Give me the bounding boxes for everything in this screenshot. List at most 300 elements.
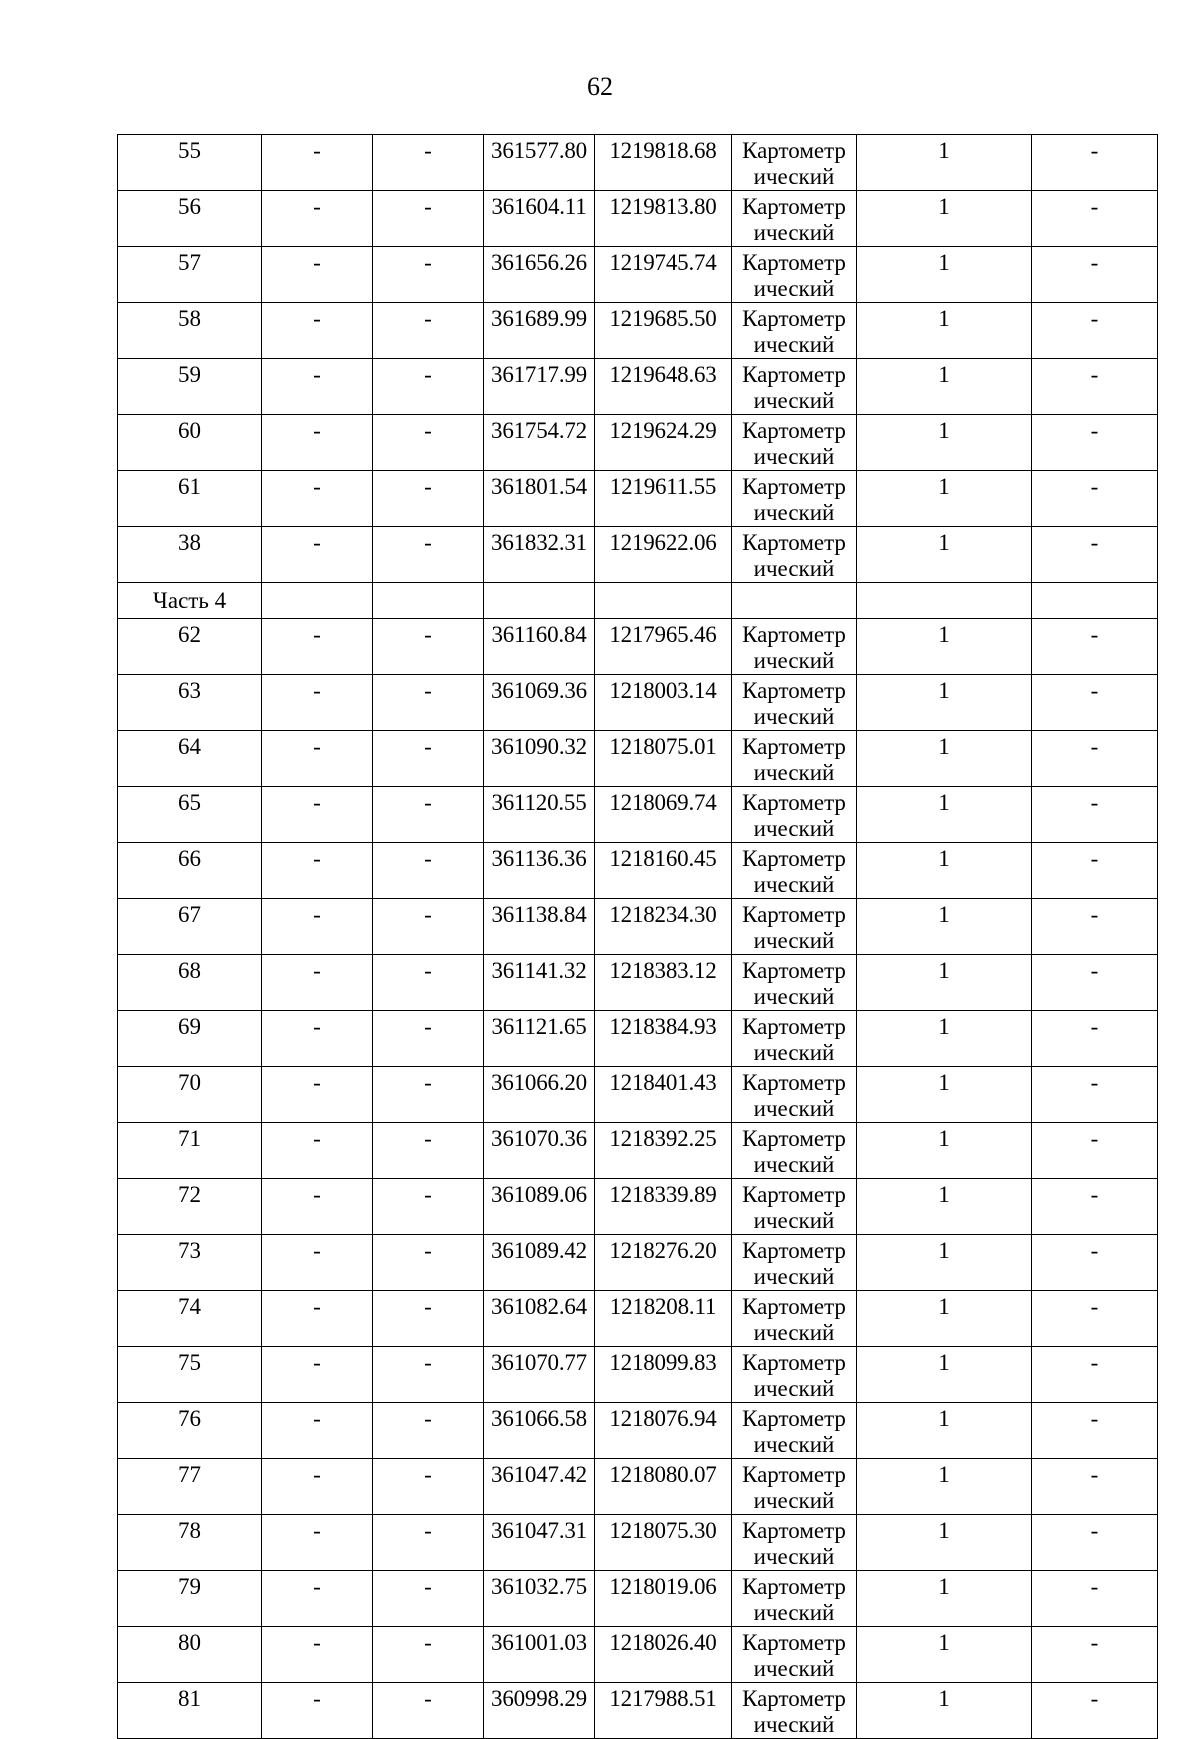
- new-y-cell: 1218003.14: [595, 675, 732, 731]
- method-cell: [732, 1347, 857, 1403]
- description-cell: -: [1032, 191, 1158, 247]
- table-row: [118, 415, 1158, 471]
- point-number-cell: 56: [118, 191, 262, 247]
- method-line-1: Картометр: [742, 1686, 846, 1711]
- new-x-cell: 361754.72: [484, 415, 595, 471]
- method-line-1: Картометр: [742, 474, 846, 499]
- old-y-cell: -: [373, 731, 484, 787]
- old-x-cell: -: [262, 1403, 373, 1459]
- old-y-cell: -: [373, 1515, 484, 1571]
- method-line-2: ический: [753, 1152, 835, 1177]
- method-line-1: Картометр: [742, 1574, 846, 1599]
- method-line-2: ический: [753, 1320, 835, 1345]
- accuracy-cell: 1: [857, 191, 1032, 247]
- old-y-cell: -: [373, 303, 484, 359]
- method-line-1: Картометр: [742, 1070, 846, 1095]
- old-y-cell: -: [373, 1403, 484, 1459]
- description-cell: -: [1032, 1179, 1158, 1235]
- method-cell: [732, 1235, 857, 1291]
- new-x-cell: 361577.80: [484, 135, 595, 191]
- new-y-cell: 1218160.45: [595, 843, 732, 899]
- accuracy-cell: 1: [857, 1291, 1032, 1347]
- description-cell: -: [1032, 359, 1158, 415]
- table-row: [118, 359, 1158, 415]
- description-cell: -: [1032, 1347, 1158, 1403]
- method-cell: [732, 1683, 857, 1739]
- method-cell: [732, 191, 857, 247]
- old-x-cell: -: [262, 1515, 373, 1571]
- accuracy-cell: 1: [857, 1571, 1032, 1627]
- old-x-cell: -: [262, 1291, 373, 1347]
- point-number-cell: 81: [118, 1683, 262, 1739]
- method-line-1: Картометр: [742, 1462, 846, 1487]
- new-x-cell: 361689.99: [484, 303, 595, 359]
- description-cell: -: [1032, 415, 1158, 471]
- part-header-row: [118, 583, 1158, 619]
- old-y-cell: -: [373, 1683, 484, 1739]
- table-body-part-3: [118, 135, 1158, 583]
- method-cell: [732, 1291, 857, 1347]
- description-cell: -: [1032, 619, 1158, 675]
- table-row: [118, 1683, 1158, 1739]
- table-row: [118, 527, 1158, 583]
- table-row: [118, 675, 1158, 731]
- table-row: [118, 1403, 1158, 1459]
- table-body-part-header: [118, 583, 1158, 619]
- method-line-2: ический: [753, 760, 835, 785]
- point-number-cell: 77: [118, 1459, 262, 1515]
- page-number: 62: [587, 72, 613, 101]
- new-x-cell: 361082.64: [484, 1291, 595, 1347]
- table-row: [118, 955, 1158, 1011]
- method-line-1: Картометр: [742, 902, 846, 927]
- new-y-cell: 1218026.40: [595, 1627, 732, 1683]
- new-x-cell: 361832.31: [484, 527, 595, 583]
- old-x-cell: -: [262, 303, 373, 359]
- new-x-cell: 361160.84: [484, 619, 595, 675]
- accuracy-cell: 1: [857, 675, 1032, 731]
- old-x-cell: -: [262, 955, 373, 1011]
- method-cell: [732, 619, 857, 675]
- old-x-cell: -: [262, 787, 373, 843]
- method-cell: [732, 471, 857, 527]
- description-cell: -: [1032, 1571, 1158, 1627]
- new-x-cell: 361066.58: [484, 1403, 595, 1459]
- table-row: [118, 1011, 1158, 1067]
- new-x-cell: 361141.32: [484, 955, 595, 1011]
- part-label: Часть 4: [118, 583, 262, 619]
- old-x-cell: -: [262, 471, 373, 527]
- description-cell: -: [1032, 247, 1158, 303]
- description-cell: -: [1032, 843, 1158, 899]
- table-row: [118, 247, 1158, 303]
- table-body-part-4: [118, 619, 1158, 1739]
- method-line-1: Картометр: [742, 250, 846, 275]
- new-x-cell: 361121.65: [484, 1011, 595, 1067]
- new-y-cell: 1219622.06: [595, 527, 732, 583]
- old-y-cell: -: [373, 899, 484, 955]
- old-x-cell: -: [262, 1459, 373, 1515]
- accuracy-cell: 1: [857, 899, 1032, 955]
- method-line-2: ический: [753, 332, 835, 357]
- description-cell: -: [1032, 731, 1158, 787]
- old-x-cell: -: [262, 1123, 373, 1179]
- description-cell: -: [1032, 1291, 1158, 1347]
- method-cell: [732, 1123, 857, 1179]
- description-cell: -: [1032, 899, 1158, 955]
- new-x-cell: 360998.29: [484, 1683, 595, 1739]
- table-row: [118, 191, 1158, 247]
- new-x-cell: 361032.75: [484, 1571, 595, 1627]
- method-line-1: Картометр: [742, 418, 846, 443]
- accuracy-cell: 1: [857, 303, 1032, 359]
- method-cell: [732, 1627, 857, 1683]
- old-x-cell: -: [262, 135, 373, 191]
- method-line-1: Картометр: [742, 1238, 846, 1263]
- new-y-cell: 1218208.11: [595, 1291, 732, 1347]
- old-y-cell: -: [373, 1291, 484, 1347]
- new-x-cell: 361090.32: [484, 731, 595, 787]
- old-y-cell: -: [373, 675, 484, 731]
- point-number-cell: 74: [118, 1291, 262, 1347]
- method-cell: [732, 1571, 857, 1627]
- new-y-cell: 1219624.29: [595, 415, 732, 471]
- point-number-cell: 62: [118, 619, 262, 675]
- new-x-cell: 361717.99: [484, 359, 595, 415]
- method-line-2: ический: [753, 1432, 835, 1457]
- method-line-2: ический: [753, 1376, 835, 1401]
- method-line-2: ический: [753, 556, 835, 581]
- method-line-1: Картометр: [742, 138, 846, 163]
- method-cell: [732, 415, 857, 471]
- method-line-1: Картометр: [742, 1406, 846, 1431]
- new-y-cell: 1219745.74: [595, 247, 732, 303]
- point-number-cell: 57: [118, 247, 262, 303]
- new-y-cell: 1218339.89: [595, 1179, 732, 1235]
- method-cell: [732, 1403, 857, 1459]
- new-x-cell: 361656.26: [484, 247, 595, 303]
- old-x-cell: -: [262, 1571, 373, 1627]
- method-line-2: ический: [753, 164, 835, 189]
- point-number-cell: 70: [118, 1067, 262, 1123]
- old-y-cell: -: [373, 1459, 484, 1515]
- accuracy-cell: 1: [857, 471, 1032, 527]
- accuracy-cell: 1: [857, 731, 1032, 787]
- method-cell: [732, 1067, 857, 1123]
- accuracy-cell: 1: [857, 955, 1032, 1011]
- table-row: [118, 1459, 1158, 1515]
- new-y-cell: 1218069.74: [595, 787, 732, 843]
- description-cell: -: [1032, 955, 1158, 1011]
- method-line-1: Картометр: [742, 1294, 846, 1319]
- method-line-1: Картометр: [742, 678, 846, 703]
- point-number-cell: 66: [118, 843, 262, 899]
- new-x-cell: 361089.42: [484, 1235, 595, 1291]
- method-line-2: ический: [753, 1544, 835, 1569]
- description-cell: -: [1032, 135, 1158, 191]
- point-number-cell: 80: [118, 1627, 262, 1683]
- old-x-cell: -: [262, 1347, 373, 1403]
- description-cell: -: [1032, 1627, 1158, 1683]
- new-y-cell: 1219648.63: [595, 359, 732, 415]
- method-cell: [732, 1011, 857, 1067]
- method-cell: [732, 843, 857, 899]
- description-cell: -: [1032, 1683, 1158, 1739]
- new-y-cell: 1219685.50: [595, 303, 732, 359]
- method-line-1: Картометр: [742, 734, 846, 759]
- accuracy-cell: 1: [857, 1683, 1032, 1739]
- method-line-2: ический: [753, 872, 835, 897]
- point-number-cell: 76: [118, 1403, 262, 1459]
- old-y-cell: -: [373, 527, 484, 583]
- table-row: [118, 1235, 1158, 1291]
- new-x-cell: 361136.36: [484, 843, 595, 899]
- coordinates-table: [117, 134, 1158, 1739]
- method-line-2: ический: [753, 1712, 835, 1737]
- point-number-cell: 75: [118, 1347, 262, 1403]
- table-row: [118, 1627, 1158, 1683]
- new-y-cell: 1219813.80: [595, 191, 732, 247]
- new-y-cell: 1217988.51: [595, 1683, 732, 1739]
- accuracy-cell: 1: [857, 1627, 1032, 1683]
- table-row: [118, 471, 1158, 527]
- method-cell: [732, 675, 857, 731]
- point-number-cell: 73: [118, 1235, 262, 1291]
- method-line-1: Картометр: [742, 1518, 846, 1543]
- description-cell: -: [1032, 1515, 1158, 1571]
- old-y-cell: -: [373, 1347, 484, 1403]
- new-x-cell: 361001.03: [484, 1627, 595, 1683]
- table-row: [118, 843, 1158, 899]
- accuracy-cell: 1: [857, 619, 1032, 675]
- old-y-cell: -: [373, 619, 484, 675]
- method-cell: [732, 955, 857, 1011]
- method-line-1: Картометр: [742, 530, 846, 555]
- old-y-cell: -: [373, 191, 484, 247]
- description-cell: -: [1032, 471, 1158, 527]
- accuracy-cell: 1: [857, 1067, 1032, 1123]
- description-cell: -: [1032, 1235, 1158, 1291]
- accuracy-cell: 1: [857, 1179, 1032, 1235]
- new-x-cell: 361138.84: [484, 899, 595, 955]
- method-line-2: ический: [753, 1264, 835, 1289]
- old-x-cell: -: [262, 1011, 373, 1067]
- method-line-2: ический: [753, 1488, 835, 1513]
- old-y-cell: -: [373, 955, 484, 1011]
- table-row: [118, 1123, 1158, 1179]
- empty-cell: [857, 583, 1032, 619]
- accuracy-cell: 1: [857, 1347, 1032, 1403]
- new-y-cell: 1218019.06: [595, 1571, 732, 1627]
- new-x-cell: 361066.20: [484, 1067, 595, 1123]
- old-y-cell: -: [373, 415, 484, 471]
- table-row: [118, 1515, 1158, 1571]
- table-row: [118, 787, 1158, 843]
- table-row: [118, 731, 1158, 787]
- old-x-cell: -: [262, 1067, 373, 1123]
- new-y-cell: 1218392.25: [595, 1123, 732, 1179]
- table-row: [118, 1571, 1158, 1627]
- old-x-cell: -: [262, 731, 373, 787]
- accuracy-cell: 1: [857, 1459, 1032, 1515]
- method-line-2: ический: [753, 388, 835, 413]
- old-x-cell: -: [262, 1235, 373, 1291]
- method-line-2: ический: [753, 1208, 835, 1233]
- new-y-cell: 1218401.43: [595, 1067, 732, 1123]
- accuracy-cell: 1: [857, 359, 1032, 415]
- new-x-cell: 361070.36: [484, 1123, 595, 1179]
- method-cell: [732, 247, 857, 303]
- new-y-cell: 1218099.83: [595, 1347, 732, 1403]
- old-x-cell: -: [262, 899, 373, 955]
- table-row: [118, 1291, 1158, 1347]
- new-x-cell: 361047.31: [484, 1515, 595, 1571]
- old-y-cell: -: [373, 359, 484, 415]
- method-line-2: ический: [753, 1600, 835, 1625]
- accuracy-cell: 1: [857, 527, 1032, 583]
- empty-cell: [1032, 583, 1158, 619]
- method-line-2: ический: [753, 1040, 835, 1065]
- point-number-cell: 38: [118, 527, 262, 583]
- old-x-cell: -: [262, 359, 373, 415]
- old-y-cell: -: [373, 843, 484, 899]
- new-x-cell: 361070.77: [484, 1347, 595, 1403]
- description-cell: -: [1032, 1067, 1158, 1123]
- table-row: [118, 1067, 1158, 1123]
- point-number-cell: 58: [118, 303, 262, 359]
- accuracy-cell: 1: [857, 1515, 1032, 1571]
- new-x-cell: 361047.42: [484, 1459, 595, 1515]
- accuracy-cell: 1: [857, 787, 1032, 843]
- point-number-cell: 55: [118, 135, 262, 191]
- point-number-cell: 78: [118, 1515, 262, 1571]
- method-line-2: ический: [753, 444, 835, 469]
- point-number-cell: 67: [118, 899, 262, 955]
- old-x-cell: -: [262, 1179, 373, 1235]
- new-y-cell: 1218234.30: [595, 899, 732, 955]
- point-number-cell: 79: [118, 1571, 262, 1627]
- point-number-cell: 63: [118, 675, 262, 731]
- method-line-1: Картометр: [742, 622, 846, 647]
- description-cell: -: [1032, 1011, 1158, 1067]
- accuracy-cell: 1: [857, 1011, 1032, 1067]
- accuracy-cell: 1: [857, 1403, 1032, 1459]
- method-line-2: ический: [753, 1096, 835, 1121]
- method-line-2: ический: [753, 704, 835, 729]
- point-number-cell: 68: [118, 955, 262, 1011]
- empty-cell: [732, 583, 857, 619]
- new-x-cell: 361604.11: [484, 191, 595, 247]
- method-line-2: ический: [753, 1656, 835, 1681]
- point-number-cell: 60: [118, 415, 262, 471]
- new-y-cell: 1218276.20: [595, 1235, 732, 1291]
- new-y-cell: 1218075.01: [595, 731, 732, 787]
- old-y-cell: -: [373, 247, 484, 303]
- method-cell: [732, 303, 857, 359]
- new-y-cell: 1218075.30: [595, 1515, 732, 1571]
- old-x-cell: -: [262, 191, 373, 247]
- method-cell: [732, 1459, 857, 1515]
- empty-cell: [595, 583, 732, 619]
- empty-cell: [262, 583, 373, 619]
- method-cell: [732, 1515, 857, 1571]
- accuracy-cell: 1: [857, 843, 1032, 899]
- point-number-cell: 69: [118, 1011, 262, 1067]
- description-cell: -: [1032, 1123, 1158, 1179]
- description-cell: -: [1032, 675, 1158, 731]
- old-x-cell: -: [262, 1627, 373, 1683]
- method-line-1: Картометр: [742, 1014, 846, 1039]
- point-number-cell: 61: [118, 471, 262, 527]
- new-y-cell: 1218383.12: [595, 955, 732, 1011]
- method-line-1: Картометр: [742, 790, 846, 815]
- accuracy-cell: 1: [857, 247, 1032, 303]
- method-line-1: Картометр: [742, 306, 846, 331]
- method-cell: [732, 731, 857, 787]
- table-row: [118, 899, 1158, 955]
- old-y-cell: -: [373, 787, 484, 843]
- table-row: [118, 135, 1158, 191]
- old-x-cell: -: [262, 619, 373, 675]
- new-y-cell: 1219818.68: [595, 135, 732, 191]
- point-number-cell: 59: [118, 359, 262, 415]
- new-y-cell: 1218080.07: [595, 1459, 732, 1515]
- method-cell: [732, 359, 857, 415]
- accuracy-cell: 1: [857, 1235, 1032, 1291]
- old-x-cell: -: [262, 843, 373, 899]
- accuracy-cell: 1: [857, 1123, 1032, 1179]
- new-y-cell: 1218384.93: [595, 1011, 732, 1067]
- description-cell: -: [1032, 1459, 1158, 1515]
- new-x-cell: 361801.54: [484, 471, 595, 527]
- old-y-cell: -: [373, 1179, 484, 1235]
- old-x-cell: -: [262, 527, 373, 583]
- empty-cell: [373, 583, 484, 619]
- method-line-1: Картометр: [742, 1126, 846, 1151]
- new-x-cell: 361069.36: [484, 675, 595, 731]
- old-y-cell: -: [373, 1123, 484, 1179]
- method-line-2: ический: [753, 648, 835, 673]
- accuracy-cell: 1: [857, 415, 1032, 471]
- description-cell: -: [1032, 303, 1158, 359]
- old-y-cell: -: [373, 135, 484, 191]
- accuracy-cell: 1: [857, 135, 1032, 191]
- method-line-1: Картометр: [742, 1350, 846, 1375]
- method-line-2: ический: [753, 928, 835, 953]
- method-cell: [732, 527, 857, 583]
- method-cell: [732, 787, 857, 843]
- old-y-cell: -: [373, 1627, 484, 1683]
- method-line-2: ический: [753, 500, 835, 525]
- point-number-cell: 64: [118, 731, 262, 787]
- method-line-1: Картометр: [742, 846, 846, 871]
- method-line-1: Картометр: [742, 958, 846, 983]
- method-line-1: Картометр: [742, 194, 846, 219]
- old-y-cell: -: [373, 1235, 484, 1291]
- description-cell: -: [1032, 1403, 1158, 1459]
- new-y-cell: 1218076.94: [595, 1403, 732, 1459]
- method-line-1: Картометр: [742, 1182, 846, 1207]
- method-cell: [732, 135, 857, 191]
- new-y-cell: 1219611.55: [595, 471, 732, 527]
- method-cell: [732, 1179, 857, 1235]
- point-number-cell: 65: [118, 787, 262, 843]
- table-row: [118, 1347, 1158, 1403]
- new-y-cell: 1217965.46: [595, 619, 732, 675]
- table-row: [118, 303, 1158, 359]
- old-x-cell: -: [262, 415, 373, 471]
- table-row: [118, 1179, 1158, 1235]
